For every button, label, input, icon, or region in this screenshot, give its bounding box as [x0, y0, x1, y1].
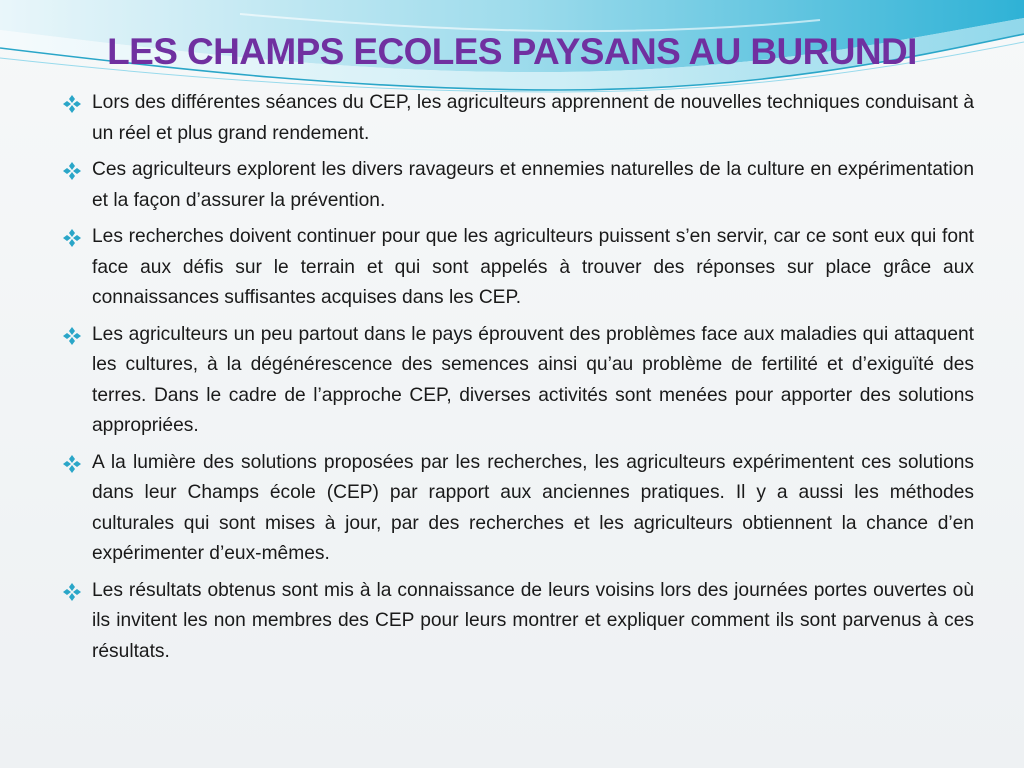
- bullet-text: A la lumière des solutions proposées par les recherches, les agriculteurs expérimentent ces solutions dans leur Champs école (CEP) par rapport aux anciennes pratiques. Il y a aussi les méthodes culturales qui sont mises à jour, par des recherches et les agriculteurs obtiennent la chance d’en expérimenter d’eux-mêmes.: [92, 451, 974, 564]
- bullet-text: Ces agriculteurs explorent les divers ravageurs et ennemies naturelles de la culture en expérimentation et la façon d’assurer la prévention.: [92, 159, 974, 211]
- bullet-item: [62, 320, 974, 442]
- four-diamond-bullet-icon: [62, 582, 82, 602]
- four-diamond-bullet-icon: [62, 161, 82, 181]
- bullet-text: Lors des différentes séances du CEP, les agriculteurs apprennent de nouvelles techniques conduisant à un réel et plus grand rendement.: [92, 92, 974, 144]
- bullet-text: Les résultats obtenus sont mis à la connaissance de leurs voisins lors des journées portes ouvertes où ils invitent les non membres des CEP pour leurs montrer et expliquer comment ils sont parvenus à ces résultats.: [92, 579, 974, 662]
- bullet-text: Les recherches doivent continuer pour que les agriculteurs puissent s’en servir, car ce sont eux qui font face aux défis sur le terrain et qui sont appelés à trouver des réponses sur place grâce aux connaissances suffisantes acquises dans les CEP.: [92, 226, 974, 308]
- bullet-item: [62, 448, 974, 570]
- four-diamond-bullet-icon: [62, 454, 82, 474]
- four-diamond-bullet-icon: [62, 94, 82, 114]
- bullet-text: Les agriculteurs un peu partout dans le pays éprouvent des problèmes face aux maladies qui attaquent les cultures, à la dégénérescence des semences ainsi qu’au problème de fertilité et d’exiguïté des terres. Dans le cadre de l’approche CEP, diverses activités sont menées pour apporter des solutions appropriées.: [92, 323, 974, 436]
- bullet-list: [62, 88, 974, 673]
- four-diamond-bullet-icon: [62, 326, 82, 346]
- four-diamond-bullet-icon: [62, 228, 82, 248]
- bullet-item: [62, 576, 974, 668]
- slide-title: LES CHAMPS ECOLES PAYSANS AU BURUNDI: [107, 31, 917, 72]
- bullet-item: [62, 155, 974, 216]
- bullet-item: [62, 88, 974, 149]
- bullet-item: [62, 222, 974, 314]
